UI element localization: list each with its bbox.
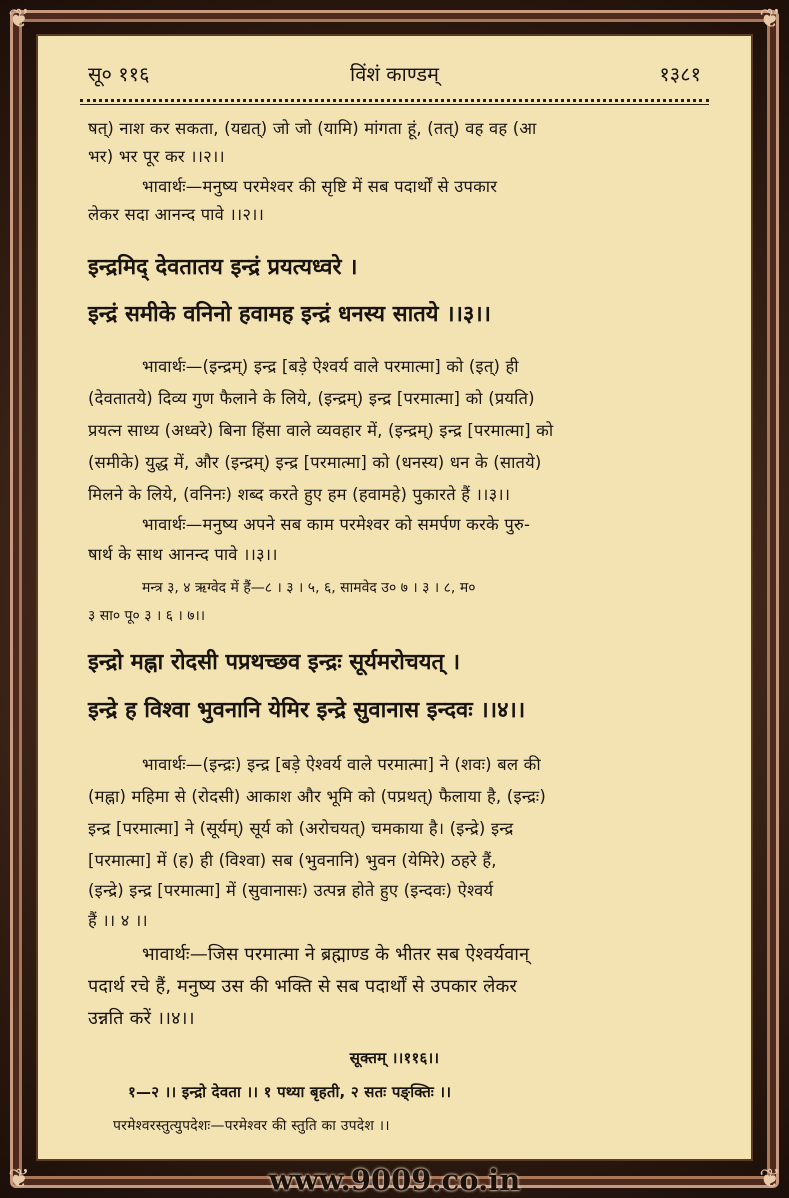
text-line: (देवतातये) दिव्य गुण फैलाने के लिये, (इन्द्रम्) इन्द्र [परमात्मा] को (प्रयति) (88, 389, 535, 408)
mantra-line: इन्द्रमिद् देवतातय इन्द्रं प्रयत्यध्वरे । (88, 255, 358, 280)
meaning-paragraph: भावार्थः—(इन्द्रम्) इन्द्र [बड़े ऐश्वर्य वाले परमात्मा] को (इत्) ही (142, 357, 519, 376)
book-page (36, 34, 753, 1161)
mantra-line: इन्द्रो मह्ना रोदसी पप्रथच्छव इन्द्रः सूर्यमरोचयत् । (88, 650, 461, 675)
meaning-paragraph: भावार्थः—मनुष्य परमेश्वर की सृष्टि में सब पदार्थों से उपकार (142, 177, 498, 196)
text-line: षार्थ के साथ आनन्द पावे ।।३।। (88, 545, 278, 564)
text-line: हैं ।। ४ ।। (88, 911, 148, 930)
deity-meter-line: १—२ ।। इन्द्रो देवता ।। १ पथ्या बृहती, २ सतः पङ्क्तिः ।। (128, 1083, 452, 1101)
corner-ornament-icon: ❦ (8, 4, 30, 34)
header-divider (80, 99, 709, 102)
text-line: पदार्थ रचे हैं, मनुष्य उस की भक्ति से सब पदार्थों से उपकार लेकर (88, 976, 518, 997)
website-url[interactable]: www.9009.co.in (268, 1163, 521, 1197)
corner-ornament-icon: ❦ (759, 1164, 781, 1194)
text-line: प्रयत्न साध्य (अध्वरे) बिना हिंसा वाले व्यवहार में, (इन्द्रम्) इन्द्र [परमात्मा] को (88, 421, 554, 440)
sukta-heading: सूक्तम् ।।११६।। (349, 1049, 440, 1067)
header-divider-line (80, 104, 709, 105)
page-number: १३८१ (659, 62, 701, 86)
chapter-title: विंशं काण्डम् (350, 62, 439, 86)
text-line: (समीके) युद्ध में, और (इन्द्रम्) इन्द्र [परमात्मा] को (धनस्य) धन के (सातये) (88, 453, 542, 472)
reference-note: ३ सा० पू० ३ । ६ । ७।। (88, 608, 206, 624)
topic-line: परमेश्वरस्तुत्युपदेशः—परमेश्वर की स्तुति का उपदेश ।। (113, 1118, 390, 1134)
text-line: (मह्ना) महिमा से (रोदसी) आकाश और भूमि को (पप्रथत्) फैलाया है, (इन्द्रः) (88, 787, 546, 806)
meaning-paragraph: भावार्थः—जिस परमात्मा ने ब्रह्माण्ड के भीतर सब ऐश्वर्यवान् (142, 944, 530, 965)
mantra-line: इन्द्रे ह विश्वा भुवनानि येमिर इन्द्रे सुवानास इन्दवः ।।४।। (88, 698, 526, 723)
corner-ornament-icon: ❦ (759, 4, 781, 34)
meaning-paragraph: भावार्थः—मनुष्य अपने सब काम परमेश्वर को समर्पण करके पुरु- (142, 515, 531, 534)
text-line: लेकर सदा आनन्द पावे ।।२।। (88, 205, 265, 224)
sukta-number: सू० ११६ (88, 62, 150, 86)
meaning-paragraph: भावार्थः—(इन्द्रः) इन्द्र [बड़े ऐश्वर्य वाले परमात्मा] ने (शवः) बल की (142, 755, 541, 774)
text-line: भर) भर पूर कर ।।२।। (88, 147, 225, 166)
text-line: इन्द्र [परमात्मा] ने (सूर्यम्) सूर्य को (अरोचयत्) चमकाया है। (इन्द्रे) इन्द्र (88, 819, 514, 838)
corner-ornament-icon: ❦ (8, 1164, 30, 1194)
text-line: षत्) नाश कर सकता, (यद्यत्) जो जो (यामि) मांगता हूं, (तत्) वह वह (आ (88, 119, 537, 138)
reference-note: मन्त्र ३, ४ ऋग्वेद में हैं—८ । ३ । ५, ६, सामवेद उ० ७ । ३ । ८, म० (142, 580, 476, 596)
mantra-line: इन्द्रं समीके वनिनो हवामह इन्द्रं धनस्य सातये ।।३।। (88, 302, 492, 327)
text-line: मिलने के लिये, (वनिनः) शब्द करते हुए हम (हवामहे) पुकारते हैं ।।३।। (88, 485, 511, 504)
text-line: उन्नति करें ।।४।। (88, 1008, 195, 1029)
text-line: [परमात्मा] में (ह) ही (विश्वा) सब (भुवनानि) भुवन (येमिरे) ठहरे हैं, (88, 851, 497, 870)
text-line: (इन्द्रे) इन्द्र [परमात्मा] में (सुवानासः) उत्पन्न होते हुए (इन्दवः) ऐश्वर्य (88, 881, 494, 900)
